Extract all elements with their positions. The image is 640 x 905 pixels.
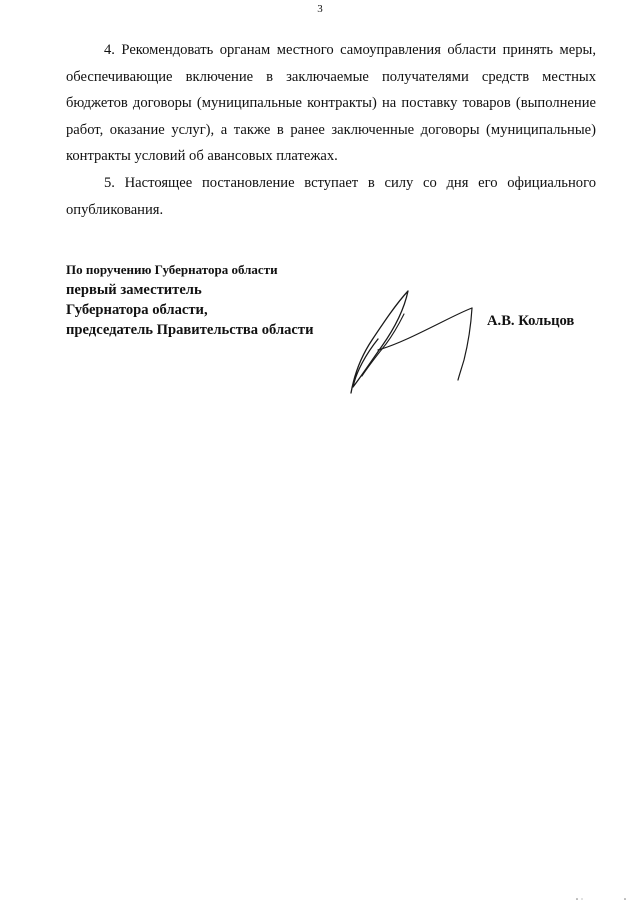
paragraph-4-container bbox=[66, 37, 596, 170]
signature-block bbox=[66, 260, 313, 340]
handwritten-signature-icon bbox=[340, 284, 480, 399]
signatory-title-line-2: Губернатора области, bbox=[66, 302, 208, 318]
paragraph-5: 5. Настоящее постановление вступает в силу со дня его официального опубликования. bbox=[66, 175, 596, 218]
signatory-name: А.В. Кольцов bbox=[487, 313, 575, 329]
signature-authority-line: По поручению Губернатора области bbox=[66, 262, 278, 277]
scan-specks bbox=[575, 896, 635, 902]
signatory-title-line-3: председатель Правительства области bbox=[66, 322, 314, 338]
paragraph-5-container bbox=[66, 170, 596, 223]
paragraph-4: 4. Рекомендовать органам местного самоуправления области принять меры, обеспечивающие включение в заключаемые получателями средств местных бюджетов договоры (муниципальные контракты) на поставку товаров (выполнение работ, оказание услуг), а также в ранее заключенные договоры (муниципальные) контракты условий об авансовых платежах. bbox=[66, 42, 596, 164]
signatory-title-line-1: первый заместитель bbox=[66, 282, 202, 298]
page-number: 3 bbox=[317, 3, 323, 15]
